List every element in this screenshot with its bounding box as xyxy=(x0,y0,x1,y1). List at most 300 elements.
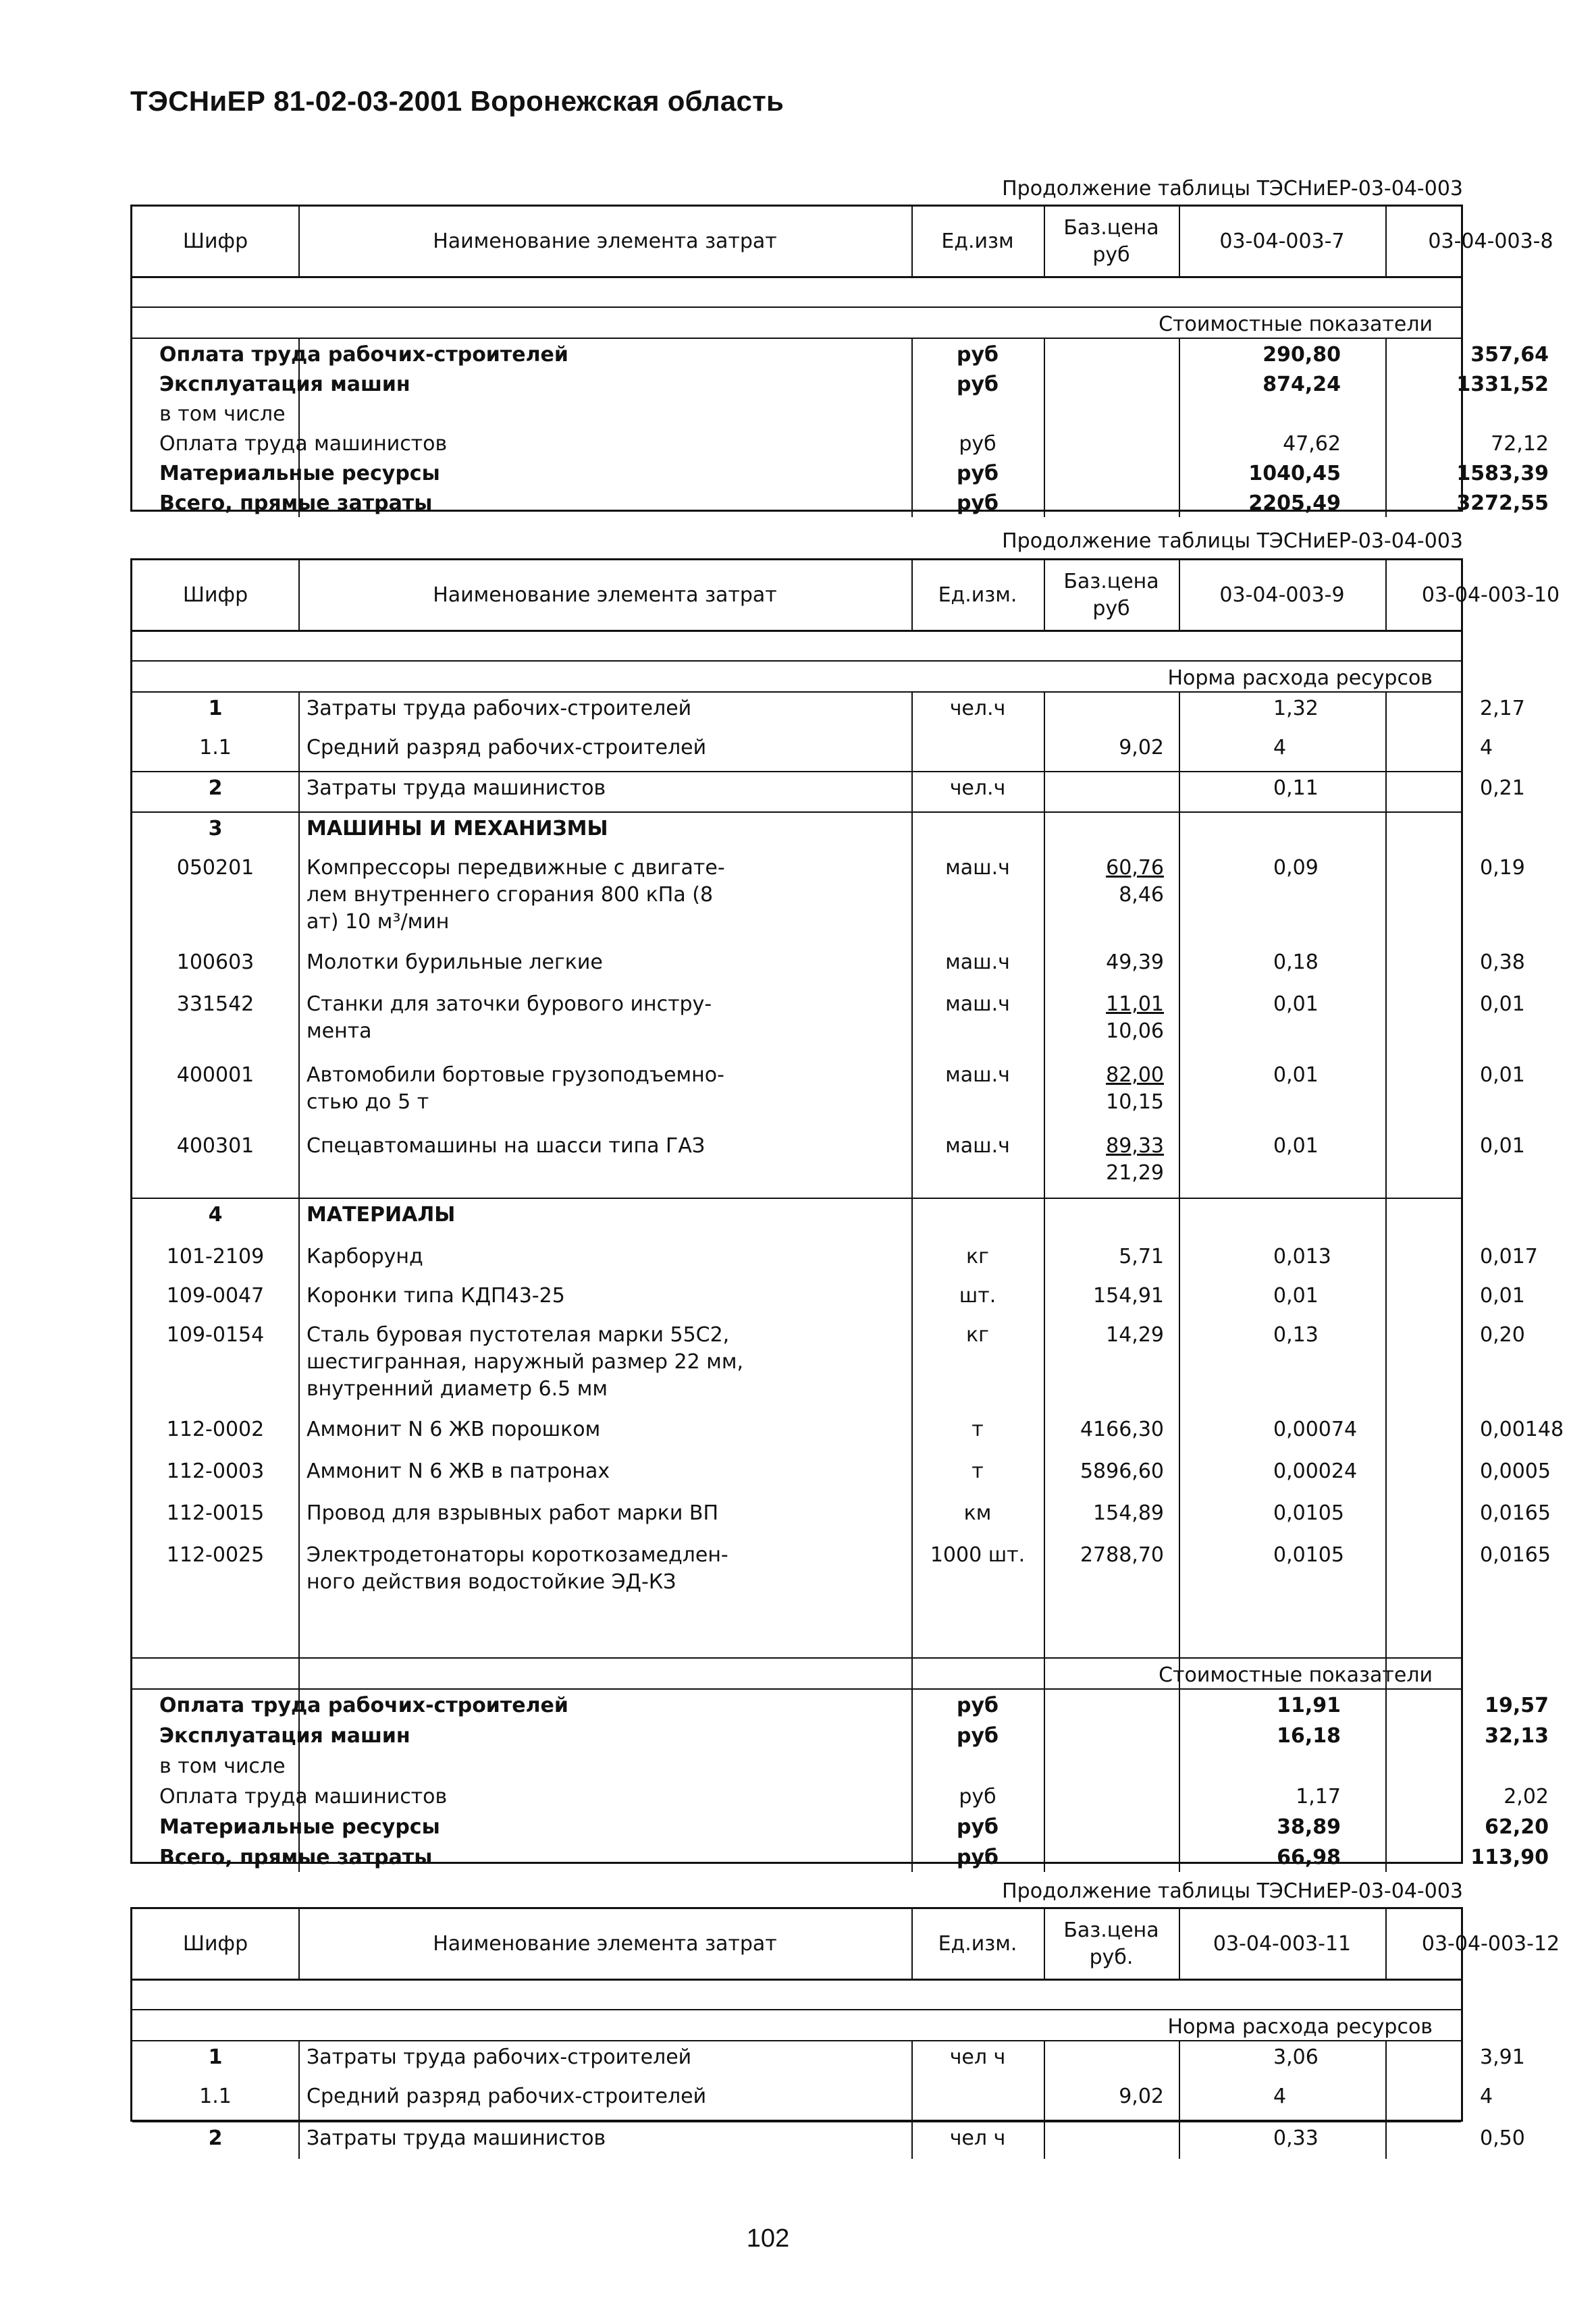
row-name-line: Молотки бурильные легкие xyxy=(307,950,603,974)
table2-spacer-2 xyxy=(132,1610,1461,1659)
row-name-line: Средний разряд рабочих-строителей xyxy=(307,2085,707,2108)
row-price xyxy=(1044,1416,1173,1443)
header-divider xyxy=(1044,207,1045,276)
summary-row xyxy=(132,428,1549,458)
row-price-line: 10,15 xyxy=(1106,1090,1164,1114)
col-v2-header: 03-04-003-10 xyxy=(1421,583,1560,607)
table3-spacer xyxy=(132,1981,1461,2010)
summary-value-2: 3272,55 xyxy=(1456,491,1549,515)
table-row xyxy=(132,1280,1525,1319)
col-price-header-line2: руб xyxy=(1092,596,1130,620)
row-name xyxy=(302,2125,907,2152)
row-value-2: 2,17 xyxy=(1480,697,1525,720)
row-code: 100603 xyxy=(176,950,255,974)
summary-unit: руб xyxy=(957,1846,999,1869)
col-price-header-line1: Баз.цена xyxy=(1063,569,1159,593)
row-value-1: 4 xyxy=(1273,736,1287,759)
summary-row xyxy=(132,398,1461,428)
table-row xyxy=(132,1414,1564,1455)
table-row xyxy=(132,946,1525,988)
col-price-header-line2: руб. xyxy=(1089,1945,1134,1969)
summary-unit: руб xyxy=(957,1815,999,1839)
page-number: 102 xyxy=(746,2224,790,2253)
col-unit-header: Ед.изм xyxy=(941,229,1014,253)
row-price-line: 60,76 xyxy=(1106,856,1164,880)
table3-caption: Продолжение таблицы ТЭСНиЕР-03-04-003 xyxy=(1002,1879,1463,1903)
row-name-line: МАШИНЫ И МЕХАНИЗМЫ xyxy=(307,817,608,840)
row-name-line: Спецавтомашины на шасси типа ГАЗ xyxy=(307,1134,706,1158)
row-value-1: 0,11 xyxy=(1273,776,1319,800)
row-value-2: 0,19 xyxy=(1480,856,1525,880)
summary-label: Оплата труда машинистов xyxy=(159,432,448,456)
column-divider xyxy=(1044,693,1045,1872)
summary-value-1: 66,98 xyxy=(1277,1846,1341,1869)
row-unit: км xyxy=(963,1501,992,1525)
row-code: 112-0015 xyxy=(166,1501,265,1525)
row-price xyxy=(1044,1322,1173,1349)
header-divider xyxy=(1044,560,1045,630)
table-row xyxy=(132,1199,1461,1241)
summary-value-2: 357,64 xyxy=(1470,343,1549,367)
row-value-1: 0,00024 xyxy=(1273,1459,1358,1483)
row-name xyxy=(302,1243,907,1270)
summary-unit: руб xyxy=(959,432,996,456)
column-divider xyxy=(1179,339,1180,517)
row-name xyxy=(302,2044,907,2071)
row-value-1: 0,01 xyxy=(1273,1063,1319,1087)
col-price-header xyxy=(1044,207,1179,276)
header-divider xyxy=(911,560,913,630)
summary-unit: руб xyxy=(959,1785,996,1809)
summary-row xyxy=(132,369,1549,398)
row-code: 2 xyxy=(208,776,223,800)
table3-header xyxy=(132,1909,1560,1981)
row-value-1: 0,013 xyxy=(1273,1245,1331,1268)
row-name xyxy=(302,1283,907,1310)
row-value-2: 0,01 xyxy=(1480,1134,1525,1158)
row-unit: кг xyxy=(966,1323,989,1347)
section-label-text: Стоимостные показатели xyxy=(1159,313,1433,336)
col-name-header: Наименование элемента затрат xyxy=(433,583,777,607)
summary-label: Эксплуатация машин xyxy=(159,373,410,396)
row-price xyxy=(1044,1062,1173,1116)
row-code: 109-0047 xyxy=(166,1284,265,1308)
row-unit: т xyxy=(972,1418,984,1441)
column-divider xyxy=(911,2041,913,2159)
row-unit: маш.ч xyxy=(945,1063,1010,1087)
row-price-line: 154,89 xyxy=(1093,1501,1164,1525)
row-value-2: 0,01 xyxy=(1480,1063,1525,1087)
row-price-line: 154,91 xyxy=(1093,1284,1164,1308)
row-code: 1 xyxy=(208,2045,223,2069)
header-divider xyxy=(1179,1909,1180,1979)
table-row xyxy=(132,1455,1551,1497)
summary-value-2: 19,57 xyxy=(1485,1694,1549,1717)
row-price xyxy=(1044,1458,1173,1485)
row-code: 400001 xyxy=(176,1063,255,1087)
summary-value-2: 72,12 xyxy=(1491,432,1549,456)
row-code: 1.1 xyxy=(199,736,232,759)
table2-section-label xyxy=(132,662,1461,693)
summary-label: Всего, прямые затраты xyxy=(159,491,433,515)
summary-unit: руб xyxy=(957,373,999,396)
column-divider xyxy=(1179,693,1180,1872)
row-value-1: 0,13 xyxy=(1273,1323,1319,1347)
row-value-2: 0,38 xyxy=(1480,950,1525,974)
row-value-1: 4 xyxy=(1273,2085,1287,2108)
column-divider xyxy=(298,2041,300,2159)
row-value-2: 0,0165 xyxy=(1480,1501,1551,1525)
row-name-line: Станки для заточки бурового инстру- xyxy=(307,992,712,1016)
row-name xyxy=(302,1500,907,1527)
row-name xyxy=(302,1202,907,1229)
col-price-header-line1: Баз.цена xyxy=(1063,1918,1159,1942)
row-value-2: 0,20 xyxy=(1480,1323,1525,1347)
summary-value-2: 32,13 xyxy=(1485,1724,1549,1748)
row-name-line: Затраты труда машинистов xyxy=(307,2126,606,2150)
table-row xyxy=(132,732,1493,772)
row-name-line: Провод для взрывных работ марки ВП xyxy=(307,1501,719,1525)
summary-value-1: 1040,45 xyxy=(1248,462,1341,485)
col-price-header xyxy=(1044,1909,1179,1979)
table1-body xyxy=(132,339,1549,517)
row-name-line: Затраты труда рабочих-строителей xyxy=(307,2045,692,2069)
row-name xyxy=(302,775,907,802)
row-name xyxy=(302,815,907,842)
row-value-1: 0,01 xyxy=(1273,1134,1319,1158)
row-price-line: 8,46 xyxy=(1119,883,1164,907)
row-code: 112-0002 xyxy=(166,1418,265,1441)
row-name-line: Электродетонаторы короткозамедлен- xyxy=(307,1543,728,1567)
row-price xyxy=(1044,855,1173,909)
row-price xyxy=(1044,1500,1173,1527)
row-name-line: внутренний диаметр 6.5 мм xyxy=(307,1377,608,1401)
summary-unit: руб xyxy=(957,1694,999,1717)
row-price-line: 89,33 xyxy=(1106,1134,1164,1158)
row-name xyxy=(302,1542,907,1596)
column-divider xyxy=(298,693,300,1872)
row-price-line: 82,00 xyxy=(1106,1063,1164,1087)
table1-spacer xyxy=(132,278,1461,308)
col-code-header: Шифр xyxy=(182,229,248,253)
summary-value-1: 38,89 xyxy=(1277,1815,1341,1839)
row-unit: чел ч xyxy=(949,2126,1006,2150)
row-price xyxy=(1044,734,1173,761)
summary-label: в том числе xyxy=(159,402,286,426)
row-name-line: Коронки типа КДП43-25 xyxy=(307,1284,565,1308)
table-row xyxy=(132,813,1461,852)
row-price xyxy=(1044,1542,1173,1569)
row-unit: чел.ч xyxy=(949,776,1006,800)
col-price-header xyxy=(1044,560,1179,630)
header-divider xyxy=(1044,1909,1045,1979)
summary-row xyxy=(132,1750,1461,1781)
table-row xyxy=(132,772,1525,813)
row-value-1: 0,09 xyxy=(1273,856,1319,880)
col-name-header: Наименование элемента затрат xyxy=(433,229,777,253)
column-divider xyxy=(1179,2041,1180,2159)
table1-header xyxy=(132,207,1553,278)
row-price-line: 49,39 xyxy=(1106,950,1164,974)
row-unit: маш.ч xyxy=(945,950,1010,974)
row-code: 4 xyxy=(208,1203,223,1227)
row-name xyxy=(302,1322,907,1403)
row-price xyxy=(1044,1243,1173,1270)
row-unit: маш.ч xyxy=(945,856,1010,880)
row-name xyxy=(302,1458,907,1485)
row-price xyxy=(1044,2083,1173,2110)
row-name-line: Затраты труда машинистов xyxy=(307,776,606,800)
header-divider xyxy=(1385,560,1387,630)
table2-spacer xyxy=(132,632,1461,662)
col-unit-header: Ед.изм. xyxy=(938,583,1017,607)
header-divider xyxy=(1179,560,1180,630)
col-code-header: Шифр xyxy=(182,583,248,607)
summary-label: Всего, прямые затраты xyxy=(159,1846,433,1869)
row-value-1: 0,33 xyxy=(1273,2126,1319,2150)
header-divider xyxy=(1385,207,1387,276)
row-name-line: ного действия водостойкие ЭД-КЗ xyxy=(307,1570,676,1594)
col-code-header: Шифр xyxy=(182,1931,248,1956)
row-name-line: Карборунд xyxy=(307,1245,423,1268)
row-unit: т xyxy=(972,1459,984,1483)
section-label-text: Норма расхода ресурсов xyxy=(1167,2015,1433,2039)
summary-unit: руб xyxy=(957,462,999,485)
summary-label: в том числе xyxy=(159,1754,286,1778)
row-value-2: 4 xyxy=(1480,736,1493,759)
table-row xyxy=(132,988,1525,1059)
summary-row xyxy=(132,1690,1549,1720)
row-price-line: 5896,60 xyxy=(1080,1459,1164,1483)
summary-label: Материальные ресурсы xyxy=(159,462,440,485)
row-value-1: 3,06 xyxy=(1273,2045,1319,2069)
row-value-2: 0,0005 xyxy=(1480,1459,1551,1483)
column-divider xyxy=(911,693,913,1872)
col-v2-header: 03-04-003-12 xyxy=(1421,1931,1560,1956)
table3 xyxy=(130,1907,1560,2150)
row-price xyxy=(1044,949,1173,976)
column-divider xyxy=(1385,693,1387,1872)
row-value-1: 0,01 xyxy=(1273,992,1319,1016)
row-code: 2 xyxy=(208,2126,223,2150)
col-v1-header: 03-04-003-9 xyxy=(1219,583,1345,607)
summary-value-1: 874,24 xyxy=(1262,373,1341,396)
column-divider xyxy=(1044,2041,1045,2159)
row-code: 112-0003 xyxy=(166,1459,265,1483)
row-unit: маш.ч xyxy=(945,1134,1010,1158)
col-v1-header: 03-04-003-7 xyxy=(1219,229,1345,253)
summary-label: Оплата труда машинистов xyxy=(159,1785,448,1809)
row-price-line: 11,01 xyxy=(1106,992,1164,1016)
summary-row xyxy=(132,1781,1549,1811)
row-price-line: 4166,30 xyxy=(1080,1418,1164,1441)
summary-unit: руб xyxy=(957,491,999,515)
summary-value-1: 47,62 xyxy=(1283,432,1341,456)
header-divider xyxy=(1179,207,1180,276)
summary-value-1: 290,80 xyxy=(1262,343,1341,367)
row-value-1: 0,0105 xyxy=(1273,1501,1344,1525)
row-price-line: 9,02 xyxy=(1119,736,1164,759)
row-code: 109-0154 xyxy=(166,1323,265,1347)
table-row xyxy=(132,1241,1538,1280)
section-label-text: Норма расхода ресурсов xyxy=(1167,666,1433,690)
header-divider xyxy=(911,1909,913,1979)
table-row xyxy=(132,1059,1525,1130)
summary-label: Эксплуатация машин xyxy=(159,1724,410,1748)
column-divider xyxy=(1044,339,1045,517)
row-price xyxy=(1044,1283,1173,1310)
column-divider xyxy=(911,339,913,517)
row-value-1: 0,00074 xyxy=(1273,1418,1358,1441)
summary-value-1: 16,18 xyxy=(1277,1724,1341,1748)
summary-value-2: 2,02 xyxy=(1504,1785,1549,1809)
row-name-line: Компрессоры передвижные с двигате- xyxy=(307,856,725,880)
row-unit: кг xyxy=(966,1245,989,1268)
summary-value-2: 113,90 xyxy=(1470,1846,1549,1869)
summary-value-2: 62,20 xyxy=(1485,1815,1549,1839)
row-code: 1.1 xyxy=(199,2085,232,2108)
table-row xyxy=(132,693,1525,732)
summary-label: Материальные ресурсы xyxy=(159,1815,440,1839)
summary-row xyxy=(132,1811,1549,1842)
row-value-2: 0,00148 xyxy=(1480,1418,1564,1441)
page-header: ТЭСНиЕР 81-02-03-2001 Воронежская область xyxy=(130,85,784,117)
row-value-2: 0,01 xyxy=(1480,992,1525,1016)
row-code: 050201 xyxy=(176,856,255,880)
header-divider xyxy=(298,207,300,276)
row-name-line: МАТЕРИАЛЫ xyxy=(307,1203,456,1227)
row-price-line: 2788,70 xyxy=(1080,1543,1164,1567)
row-name xyxy=(302,991,907,1045)
row-name xyxy=(302,1416,907,1443)
table-row xyxy=(132,2041,1525,2081)
table1 xyxy=(130,205,1553,515)
header-divider xyxy=(298,560,300,630)
row-name-line: мента xyxy=(307,1019,372,1043)
row-value-1: 0,0105 xyxy=(1273,1543,1344,1567)
row-price-line: 21,29 xyxy=(1106,1161,1164,1185)
table-row xyxy=(132,1319,1525,1414)
row-name-line: стью до 5 т xyxy=(307,1090,429,1114)
row-price xyxy=(1044,1133,1173,1187)
table3-body xyxy=(132,2041,1525,2159)
table2 xyxy=(130,558,1564,1869)
row-code: 400301 xyxy=(176,1134,255,1158)
row-value-2: 0,017 xyxy=(1480,1245,1538,1268)
row-code: 101-2109 xyxy=(166,1245,265,1268)
column-divider xyxy=(1385,339,1387,517)
row-value-2: 0,0165 xyxy=(1480,1543,1551,1567)
header-divider xyxy=(911,207,913,276)
row-name xyxy=(302,949,907,976)
row-name xyxy=(302,695,907,722)
summary-row xyxy=(132,1720,1549,1750)
column-divider xyxy=(1385,2041,1387,2159)
summary-row xyxy=(132,487,1549,517)
header-divider xyxy=(298,1909,300,1979)
row-price-line: 5,71 xyxy=(1119,1245,1164,1268)
row-code: 3 xyxy=(208,817,223,840)
row-name-line: Затраты труда рабочих-строителей xyxy=(307,697,692,720)
row-unit: чел ч xyxy=(949,2045,1006,2069)
row-value-1: 0,01 xyxy=(1273,1284,1319,1308)
table2-header xyxy=(132,560,1560,632)
col-v2-header: 03-04-003-8 xyxy=(1428,229,1553,253)
table2-caption: Продолжение таблицы ТЭСНиЕР-03-04-003 xyxy=(1002,529,1463,553)
row-name xyxy=(302,734,907,761)
table-row xyxy=(132,2081,1493,2122)
row-unit: 1000 шт. xyxy=(930,1543,1026,1567)
row-name-line: Автомобили бортовые грузоподъемно- xyxy=(307,1063,724,1087)
col-price-header-line1: Баз.цена xyxy=(1063,215,1159,240)
row-value-2: 3,91 xyxy=(1480,2045,1525,2069)
row-value-2: 0,01 xyxy=(1480,1284,1525,1308)
row-name xyxy=(302,855,907,936)
summary-unit: руб xyxy=(957,343,999,367)
row-name-line: Аммонит N 6 ЖВ в патронах xyxy=(307,1459,610,1483)
row-value-2: 4 xyxy=(1480,2085,1493,2108)
section-label-text: Стоимостные показатели xyxy=(1159,1663,1433,1687)
col-name-header: Наименование элемента затрат xyxy=(433,1931,777,1956)
col-v1-header: 03-04-003-11 xyxy=(1213,1931,1352,1956)
row-code: 331542 xyxy=(176,992,255,1016)
row-value-1: 0,18 xyxy=(1273,950,1319,974)
summary-value-1: 1,17 xyxy=(1296,1785,1341,1809)
table1-caption: Продолжение таблицы ТЭСНиЕР-03-04-003 xyxy=(1002,177,1463,200)
table-row xyxy=(132,1130,1525,1199)
table2-body xyxy=(132,693,1564,1872)
table-row xyxy=(132,1497,1551,1539)
row-name-line: лем внутреннего сгорания 800 кПа (8 xyxy=(307,883,714,907)
row-price-line: 9,02 xyxy=(1119,2085,1164,2108)
row-price-line: 14,29 xyxy=(1106,1323,1164,1347)
summary-label: Оплата труда рабочих-строителей xyxy=(159,343,568,367)
summary-value-2: 1331,52 xyxy=(1456,373,1549,396)
row-price-line: 10,06 xyxy=(1106,1019,1164,1043)
summary-row xyxy=(132,458,1549,487)
row-name xyxy=(302,1133,907,1160)
row-name-line: Средний разряд рабочих-строителей xyxy=(307,736,707,759)
row-name-line: ат) 10 м³/мин xyxy=(307,910,450,934)
row-unit: чел.ч xyxy=(949,697,1006,720)
row-value-1: 1,32 xyxy=(1273,697,1319,720)
table-row xyxy=(132,852,1525,946)
row-name-line: Аммонит N 6 ЖВ порошком xyxy=(307,1418,601,1441)
row-unit: маш.ч xyxy=(945,992,1010,1016)
table-row xyxy=(132,1539,1551,1610)
row-name-line: шестигранная, наружный размер 22 мм, xyxy=(307,1350,744,1374)
row-unit: шт. xyxy=(959,1284,996,1308)
summary-label: Оплата труда рабочих-строителей xyxy=(159,1694,568,1717)
table-row xyxy=(132,2122,1525,2159)
row-name xyxy=(302,2083,907,2110)
row-value-2: 0,21 xyxy=(1480,776,1525,800)
summary-value-1: 11,91 xyxy=(1277,1694,1341,1717)
table3-section-label xyxy=(132,2010,1461,2041)
col-price-header-line2: руб xyxy=(1092,242,1130,267)
summary-value-1: 2205,49 xyxy=(1248,491,1341,515)
row-value-2: 0,50 xyxy=(1480,2126,1525,2150)
row-code: 1 xyxy=(208,697,223,720)
column-divider xyxy=(298,339,300,517)
table2-section-label-2 xyxy=(132,1659,1461,1690)
header-divider xyxy=(1385,1909,1387,1979)
row-name-line: Сталь буровая пустотелая марки 55С2, xyxy=(307,1323,730,1347)
summary-unit: руб xyxy=(957,1724,999,1748)
summary-row xyxy=(132,339,1549,369)
row-price xyxy=(1044,991,1173,1045)
row-name xyxy=(302,1062,907,1116)
